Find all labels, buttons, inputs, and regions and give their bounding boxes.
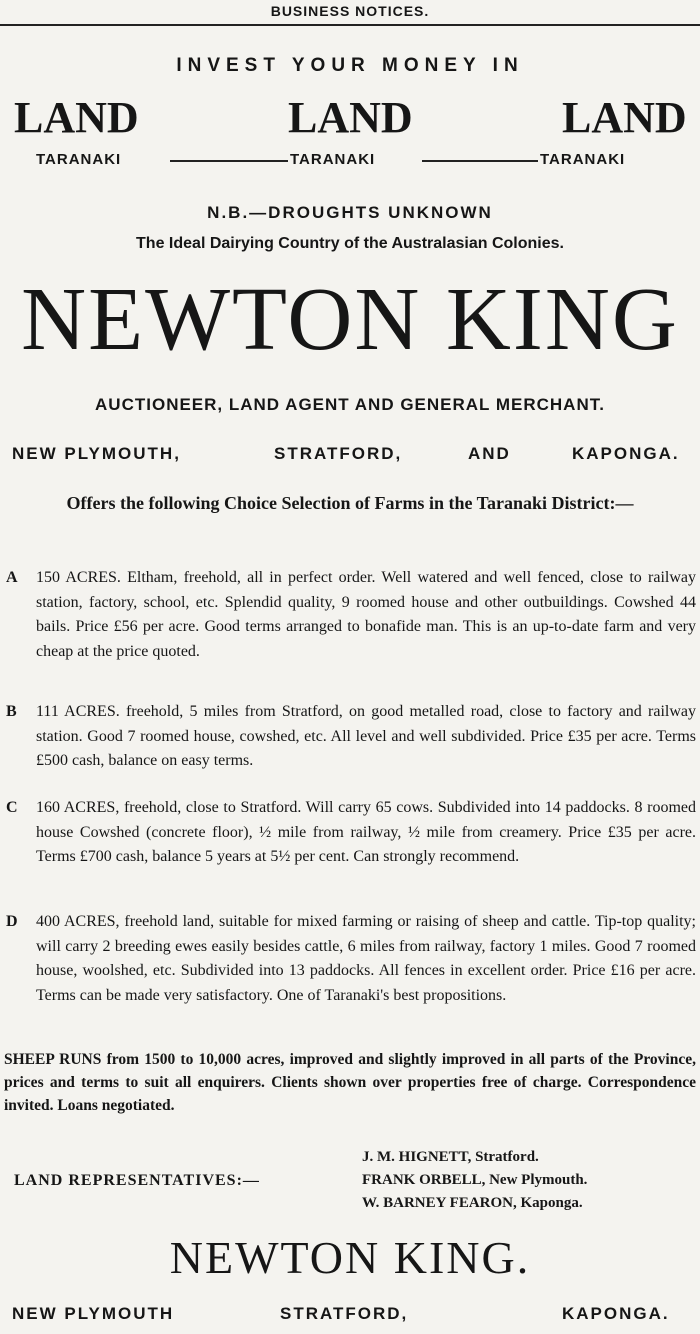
- company-tagline: AUCTIONEER, LAND AGENT AND GENERAL MERCHANT.: [95, 395, 605, 414]
- listing-text: 150 ACRES. Eltham, freehold, all in perfect order. Well watered and well fenced, close to railway station, factory, school, etc. Splendid quality, 9 roomed house and other outbuildings. Cowshed 44 bails. Price £56 per acre. Good terms arranged to bonafide man. This is an up-to-date farm and very cheap at the price quoted.: [36, 569, 696, 660]
- land-row: [10, 88, 690, 148]
- representative-name: FRANK ORBELL, New Plymouth.: [362, 1172, 588, 1188]
- town-new-plymouth: NEW PLYMOUTH,: [12, 444, 181, 463]
- town-new-plymouth: NEW PLYMOUTH: [12, 1304, 175, 1323]
- listing-b: [6, 700, 696, 774]
- taranaki-word: TARANAKI: [540, 151, 626, 168]
- town-kaponga: KAPONGA.: [572, 444, 680, 463]
- representative-name: W. BARNEY FEARON, Kaponga.: [362, 1195, 583, 1211]
- listing-c: [6, 796, 696, 870]
- listing-d: [6, 910, 696, 1008]
- town-stratford: STRATFORD,: [274, 444, 403, 463]
- land-word: LAND: [14, 93, 139, 142]
- company-towns: [12, 440, 688, 468]
- taranaki-row: [0, 146, 700, 172]
- sheep-runs-notice: SHEEP RUNS from 1500 to 10,000 acres, improved and slightly improved in all parts of the Province, prices and terms to suit all enquirers. Clients shown over properties free of charge. Correspondence invited. Loans negotiated.: [4, 1051, 696, 1114]
- listing-text: 160 ACRES, freehold, close to Stratford. Will carry 65 cows. Subdivided into 14 paddocks. 8 roomed house Cowshed (concrete floor), ½ mile from railway, ½ mile from creamery. Price £35 per acre. Terms £700 cash, balance 5 years at 5½ per cent. Can strongly recommend.: [36, 799, 696, 865]
- representative-name: J. M. HIGNETT, Stratford.: [362, 1149, 539, 1165]
- representatives-list: [362, 1146, 698, 1215]
- representatives-label: LAND REPRESENTATIVES:—: [14, 1172, 260, 1189]
- ideal-dairying-line: The Ideal Dairying Country of the Australasian Colonies.: [136, 235, 564, 252]
- listing-text: 111 ACRES. freehold, 5 miles from Stratford, on good metalled road, close to factory and railway station. Good 7 roomed house, cowshed, etc. All level and well subdivided. Price £35 per acre. Terms £500 cash, balance on easy terms.: [36, 703, 696, 769]
- listing-text: 400 ACRES, freehold land, suitable for mixed farming or raising of sheep and cattle. Tip-top quality; will carry 2 breeding ewes easily besides cattle, 6 miles from railway, factory 1 miles. Good 7 roomed house, woolshed, etc. Subdivided into 13 paddocks. All fences in excellent order. Price £16 per acre. Terms can be made very satisfactory. One of Taranaki's best propositions.: [36, 913, 696, 1004]
- land-word: LAND: [288, 93, 413, 142]
- footer-towns: [12, 1300, 688, 1328]
- listing-letter: C: [6, 799, 18, 816]
- listing-a: [6, 566, 696, 664]
- listing-letter: A: [6, 569, 18, 586]
- dash-line: [422, 160, 538, 162]
- land-word: LAND: [562, 93, 687, 142]
- town-and: AND: [468, 444, 511, 463]
- company-name-headline: NEWTON KING: [21, 270, 679, 369]
- invest-heading: INVEST YOUR MONEY IN: [176, 55, 524, 76]
- town-stratford: STRATFORD,: [280, 1304, 409, 1323]
- town-kaponga: KAPONGA.: [562, 1304, 670, 1323]
- listing-letter: D: [6, 913, 18, 930]
- footer-company-name: NEWTON KING.: [169, 1232, 531, 1283]
- taranaki-word: TARANAKI: [290, 151, 376, 168]
- listing-letter: B: [6, 703, 17, 720]
- section-title: BUSINESS NOTICES.: [270, 3, 430, 19]
- droughts-unknown-line: N.B.—DROUGHTS UNKNOWN: [207, 203, 493, 222]
- taranaki-word: TARANAKI: [36, 151, 122, 168]
- top-divider: [0, 24, 700, 26]
- offers-heading: Offers the following Choice Selection of Farms in the Taranaki District:—: [66, 493, 634, 513]
- dash-line: [170, 160, 288, 162]
